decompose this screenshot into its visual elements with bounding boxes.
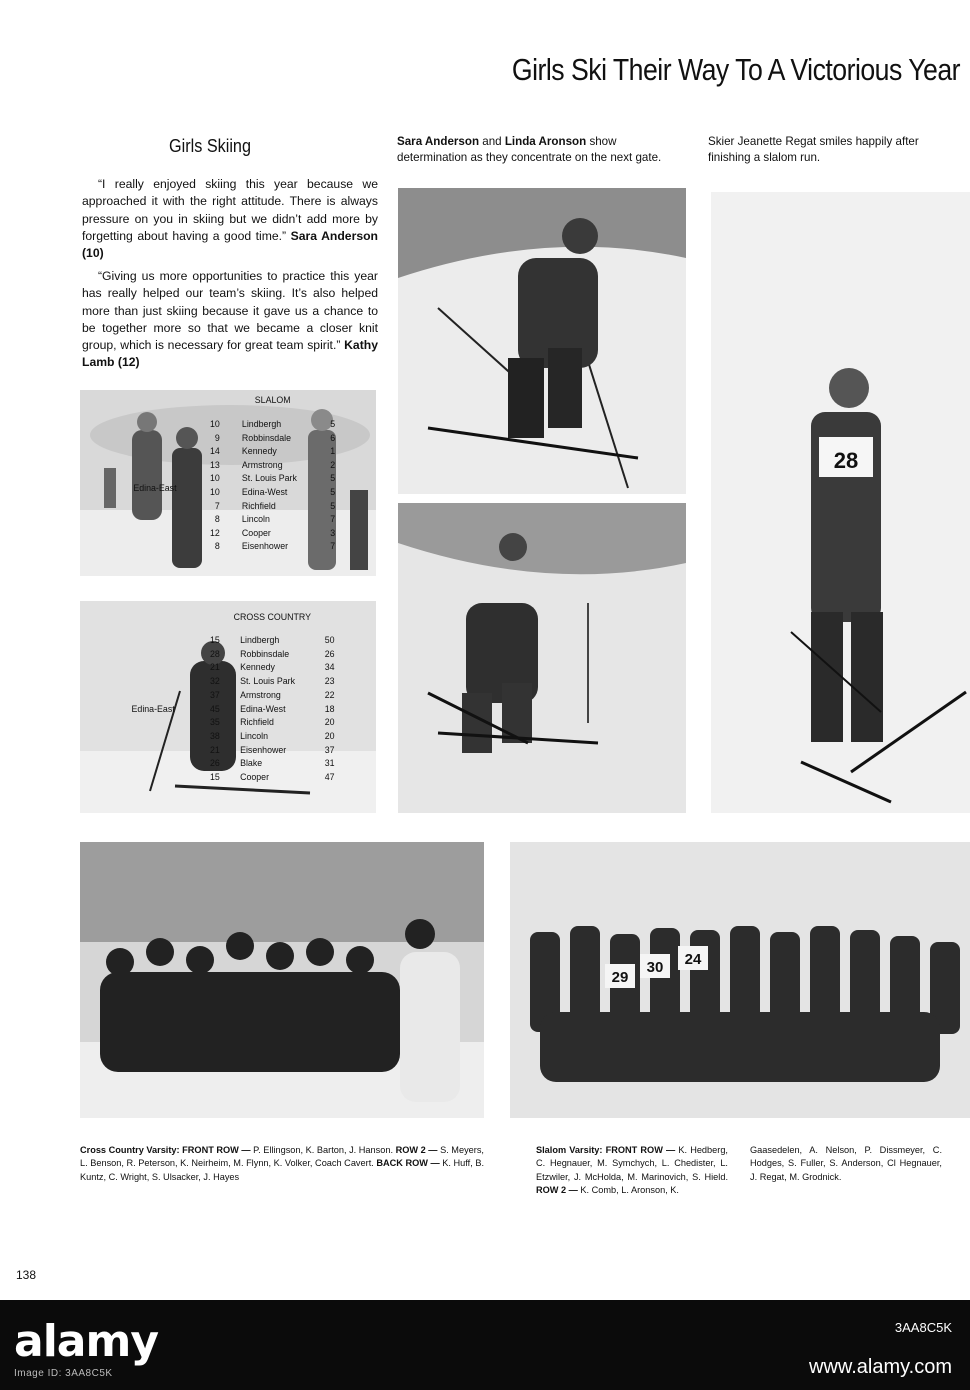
edina-score: 28 xyxy=(210,648,220,660)
table-heading: CROSS COUNTRY xyxy=(233,612,311,623)
skier-illustration xyxy=(711,192,970,813)
bib-number: 24 xyxy=(684,951,702,968)
row-names: P. Ellingson, K. Barton, J. Hanson. xyxy=(253,1145,396,1155)
opponent-score: 22 xyxy=(324,689,335,701)
edina-score: 45 xyxy=(210,703,220,715)
opponent-school: St. Louis Park xyxy=(241,473,297,485)
team-group-illustration xyxy=(510,842,970,1118)
row-label: BACK ROW — xyxy=(376,1158,443,1169)
opponent-school: Robbinsdale xyxy=(241,432,291,444)
row-names: S. Meyers, L. Benson, R. Peterson, K. Neirheim, M. Flynn, K. Volker, Coach Cavert. xyxy=(80,1145,484,1169)
team-name: Edina-East xyxy=(131,704,175,715)
edina-score: 21 xyxy=(210,744,220,756)
skier-illustration xyxy=(398,188,686,494)
opponent-score: 5 xyxy=(330,500,336,512)
row-label: ROW 2 — xyxy=(536,1184,581,1195)
opponent-school: Cooper xyxy=(241,527,271,539)
quote-text: “I really enjoyed skiing this year because we approached it with the right attitude. There is always pressure on you in skiing but we didn’t add more by forgetting about having a good time.” xyxy=(82,177,378,243)
opponent-score: 5 xyxy=(330,473,336,485)
skier-illustration xyxy=(398,503,686,813)
edina-score: 13 xyxy=(210,459,220,471)
edina-score: 10 xyxy=(210,487,220,498)
site-url[interactable]: www.alamy.com xyxy=(809,1356,952,1378)
row-names: K. Hedberg, C. Hegnauer, M. Symchych, L. Chedister, L. Etzwiler, J. McHolda, M. Marinovich, S. Hield. xyxy=(536,1145,728,1182)
edina-score: 32 xyxy=(210,676,220,688)
opponent-school: Richfield xyxy=(240,717,274,729)
opponent-school: Eisenhower xyxy=(240,744,287,756)
opponent-score: 5 xyxy=(330,487,336,498)
opponent-school: Cooper xyxy=(240,772,270,783)
edina-score: 12 xyxy=(210,527,220,539)
team-group-illustration xyxy=(80,842,484,1118)
edina-score: 38 xyxy=(210,730,220,742)
opponent-school: Lincoln xyxy=(240,730,269,742)
opponent-score: 31 xyxy=(324,758,335,770)
opponent-score: 7 xyxy=(330,541,336,553)
row-label: ROW 2 — xyxy=(395,1145,441,1155)
slalom-team-photo xyxy=(510,842,970,1118)
cross-country-team-photo xyxy=(80,842,484,1118)
row-names: K. Comb, L. Aronson, K. xyxy=(580,1184,679,1195)
cross-country-score-table xyxy=(80,601,352,813)
opponent-school: Richfield xyxy=(241,500,276,512)
cross-country-results-photo xyxy=(80,601,376,813)
table-heading: SLALOM xyxy=(254,395,291,406)
opponent-school: Armstrong xyxy=(241,459,283,471)
opponent-school: Edina-West xyxy=(241,487,288,498)
opponent-score: 6 xyxy=(330,432,336,444)
bib-number: 28 xyxy=(833,448,859,473)
edina-score: 8 xyxy=(214,541,220,553)
caption-slalom-varsity-col1 xyxy=(536,1144,728,1197)
opponent-score: 47 xyxy=(324,772,335,783)
edina-score: 15 xyxy=(210,772,220,783)
opponent-score: 1 xyxy=(330,446,336,458)
opponent-school: Lindbergh xyxy=(240,635,280,646)
opponent-school: Edina-West xyxy=(240,703,286,715)
caption-text: and xyxy=(479,135,505,148)
opponent-score: 50 xyxy=(324,635,335,646)
bib-number: 30 xyxy=(646,959,664,976)
caption-middle-photo xyxy=(397,134,687,166)
opponent-school: Lincoln xyxy=(241,514,270,526)
skier-action-photo-bottom xyxy=(398,503,686,813)
caption-cross-country-varsity xyxy=(80,1144,484,1184)
opponent-school: St. Louis Park xyxy=(240,676,296,688)
edina-score: 26 xyxy=(210,758,220,770)
opponent-score: 37 xyxy=(324,744,335,756)
skier-smiling-photo xyxy=(711,192,970,813)
edina-score: 10 xyxy=(210,473,220,485)
slalom-results-photo xyxy=(80,390,376,576)
image-id: 3AA8C5K xyxy=(894,1320,952,1335)
caption-name: Linda Aronson xyxy=(504,135,587,148)
opponent-score: 23 xyxy=(324,676,335,688)
caption-slalom-varsity-col2: Gaasedelen, A. Nelson, P. Dissmeyer, C. Hodges, S. Fuller, S. Anderson, Cl Hegnauer, J. Regat, M. Grodnick. xyxy=(750,1145,942,1182)
edina-score: 8 xyxy=(214,514,220,526)
opponent-score: 3 xyxy=(330,527,336,539)
footer-image-id-line: Image ID: 3AA8C5K xyxy=(14,1368,113,1379)
opponent-score: 20 xyxy=(324,717,335,729)
row-names: K. Huff, B. Kuntz, C. Wright, S. Ulsacker, J. Hayes xyxy=(80,1158,485,1182)
page-title: Girls Ski Their Way To A Victorious Year xyxy=(511,52,960,87)
edina-score: 15 xyxy=(210,635,220,646)
opponent-school: Armstrong xyxy=(240,689,281,701)
edina-score: 7 xyxy=(214,500,220,512)
opponent-school: Kennedy xyxy=(241,446,277,458)
edina-score: 37 xyxy=(210,689,220,701)
edina-score: 21 xyxy=(210,662,220,674)
opponent-score: 18 xyxy=(324,703,335,715)
edina-score: 10 xyxy=(210,419,220,430)
row-label: FRONT ROW — xyxy=(605,1145,679,1155)
opponent-score: 5 xyxy=(330,419,336,430)
opponent-score: 7 xyxy=(330,514,336,526)
section-heading: Girls Skiing xyxy=(169,136,251,156)
caption-label: Cross Country Varsity: xyxy=(80,1145,183,1155)
opponent-score: 26 xyxy=(324,648,335,660)
caption-text: show determination as they concentrate on the next gate. xyxy=(397,135,662,164)
edina-score: 35 xyxy=(210,717,220,729)
caption-right-photo: Skier Jeanette Regat smiles happily after finishing a slalom run. xyxy=(708,135,919,164)
opponent-school: Kennedy xyxy=(240,662,275,674)
opponent-school: Robbinsdale xyxy=(240,648,290,660)
opponent-school: Blake xyxy=(240,758,263,770)
quote-kathy-lamb xyxy=(82,268,378,372)
opponent-score: 20 xyxy=(324,730,335,742)
opponent-school: Eisenhower xyxy=(241,541,289,553)
quote-author: Kathy Lamb (12) xyxy=(82,338,378,370)
stock-footer-bar xyxy=(0,1300,970,1390)
team-name: Edina-East xyxy=(133,483,177,494)
slalom-score-table xyxy=(80,390,352,576)
caption-name: Sara Anderson xyxy=(397,135,480,148)
skier-action-photo-top xyxy=(398,188,686,494)
edina-score: 14 xyxy=(210,446,220,458)
opponent-score: 2 xyxy=(330,459,336,471)
alamy-logo: alamy xyxy=(14,1316,158,1367)
caption-label: Slalom Varsity: xyxy=(536,1145,606,1155)
opponent-school: Lindbergh xyxy=(241,419,282,430)
page-number: 138 xyxy=(16,1268,37,1282)
row-label: FRONT ROW — xyxy=(182,1145,254,1155)
quote-text: “Giving us more opportunities to practice this year has really helped our team’s skiing. It’s also helped more than just skiing because it gave us a chance to be together more so that we became a closer knit group, which is necessary for great team spirit.” xyxy=(82,269,378,353)
opponent-score: 34 xyxy=(324,662,335,674)
bib-number: 29 xyxy=(611,969,629,986)
edina-score: 9 xyxy=(214,432,220,444)
quote-sara-anderson xyxy=(82,176,378,262)
quote-author: Sara Anderson (10) xyxy=(82,228,378,261)
